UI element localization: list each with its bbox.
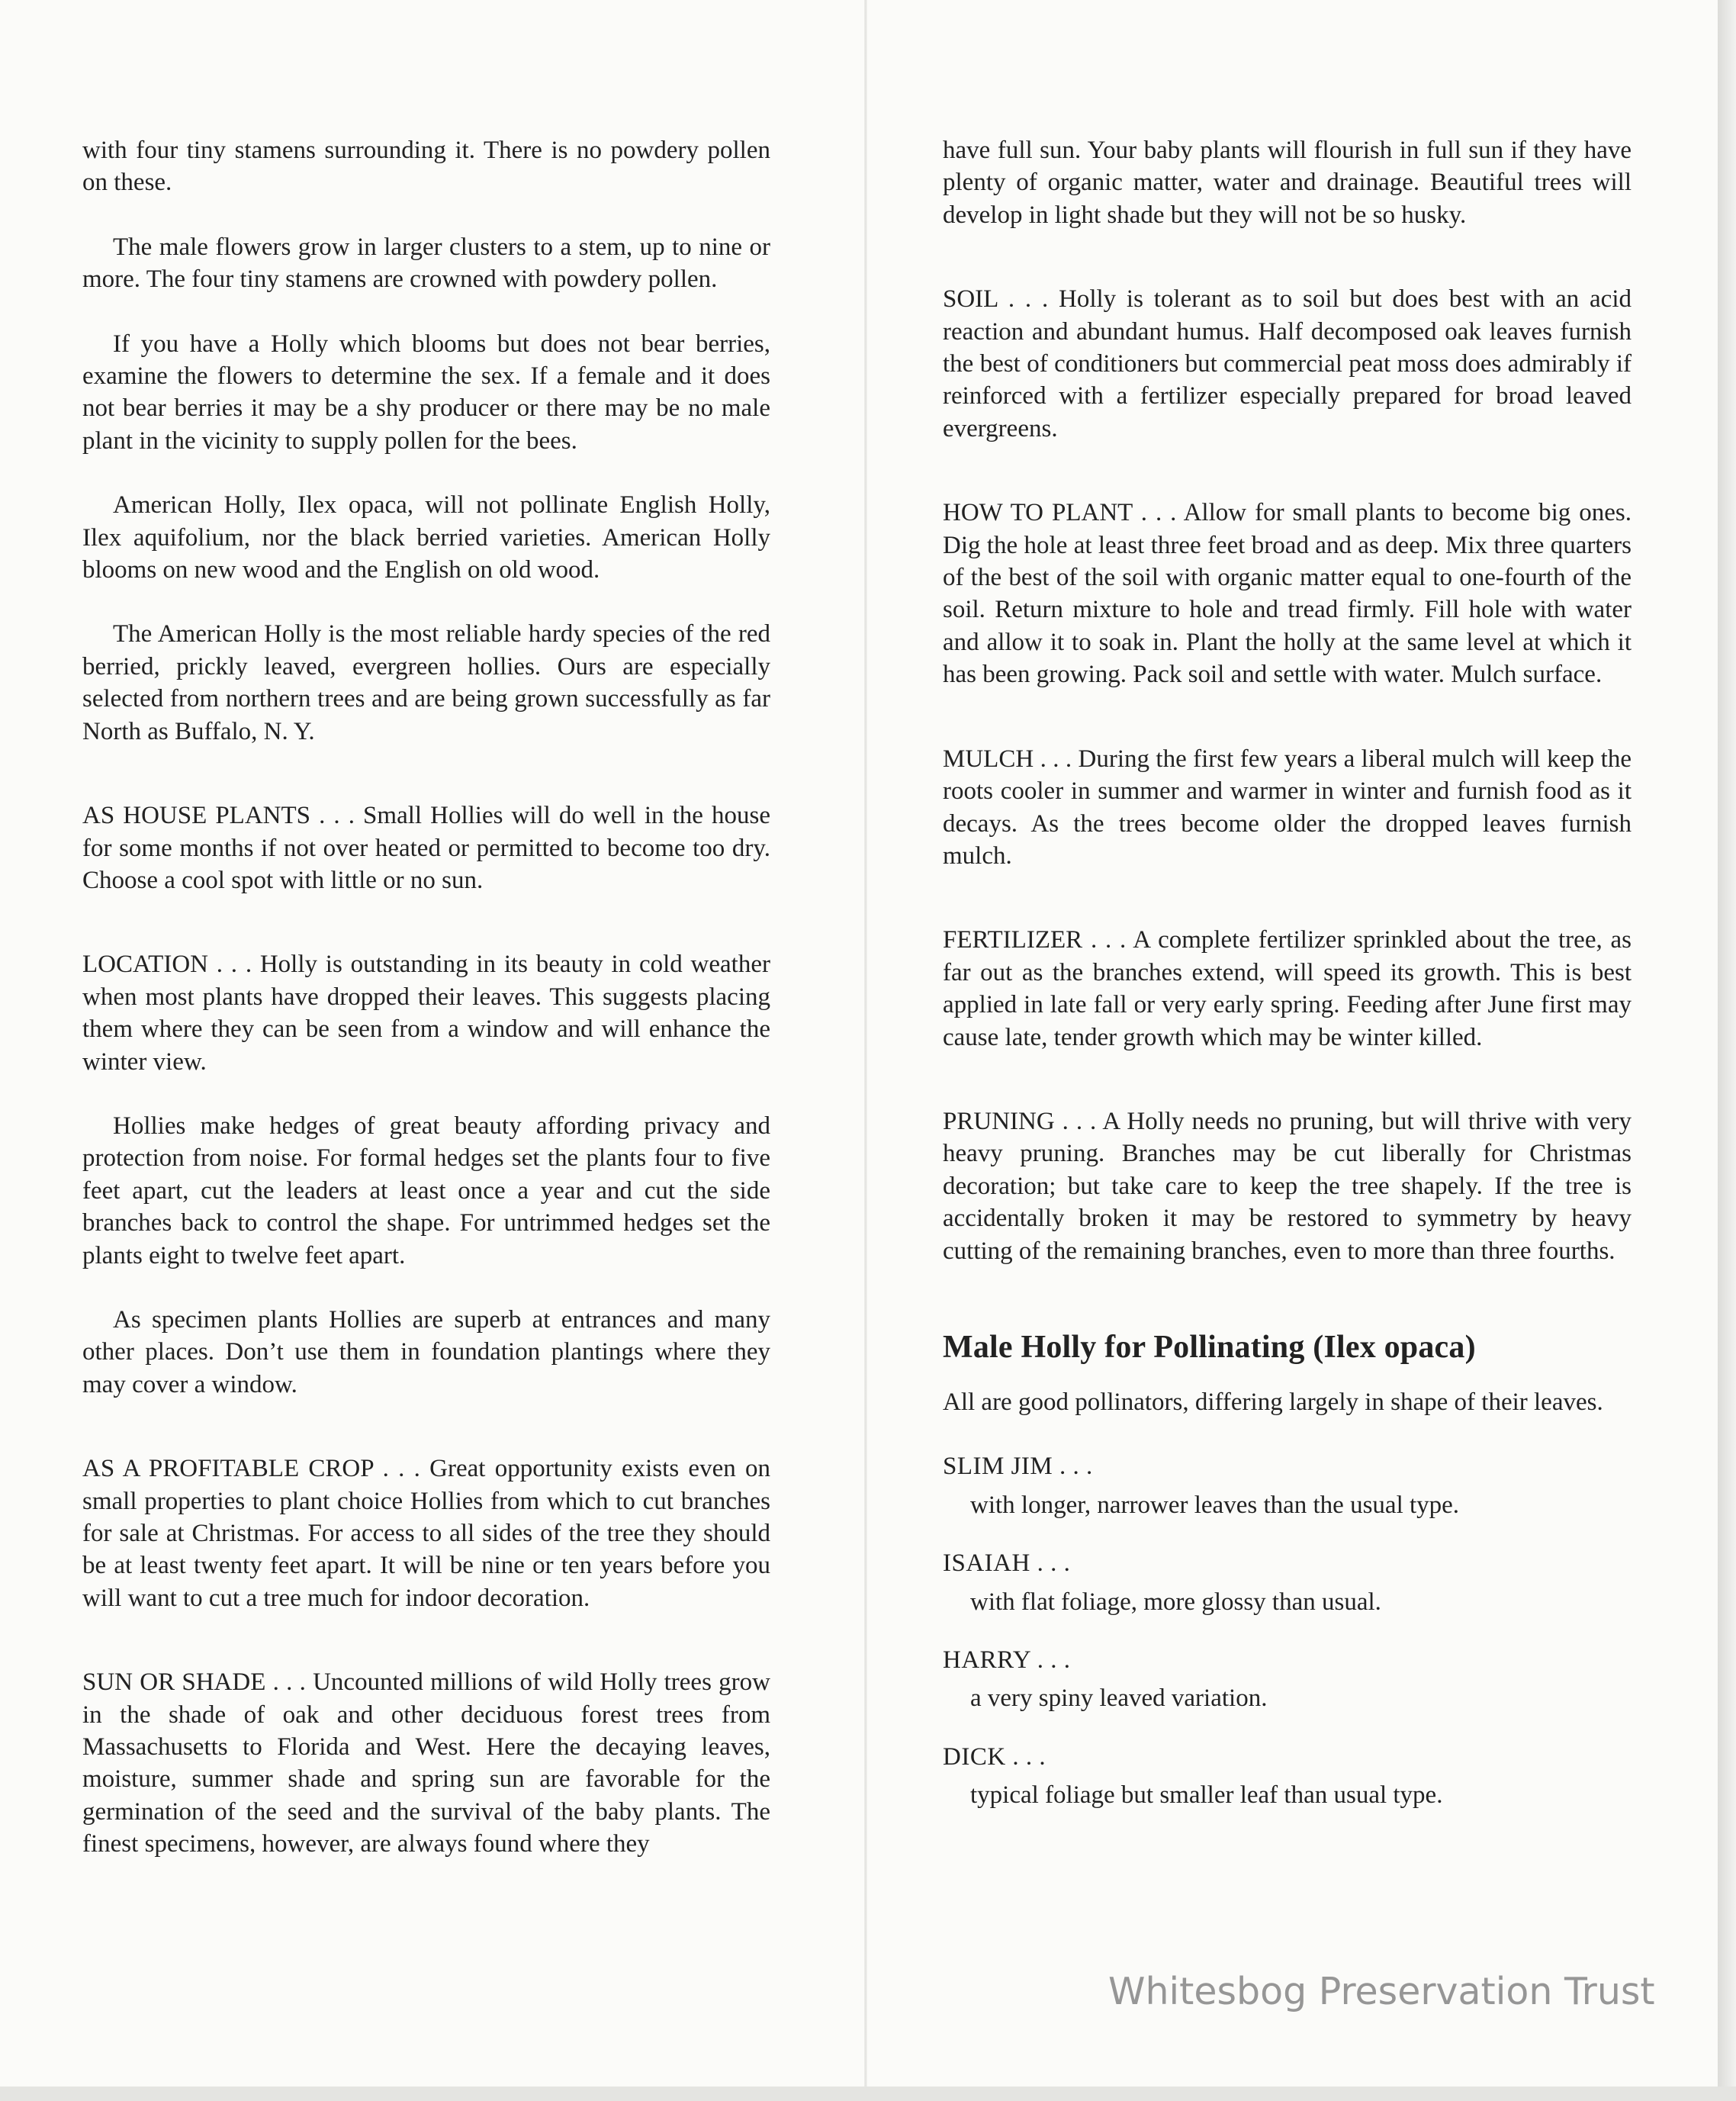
paragraph-american-holly: The American Holly is the most reliable hardy species of the red berried, prickly leaved, evergreen hollies. Ours are especially selected from northern trees and are being grown successfully as far North as Buffalo, N. Y.: [82, 620, 770, 745]
variety-name: SLIM JIM . . .: [943, 1453, 1093, 1481]
paragraph-fertilizer: FERTILIZER . . . A complete fertilizer sprinkled about the tree, as far out as the branches extend, will speed its growth. This is best applied in late fall or very early spring. Feeding after June first may cause late, tender growth which may be winter killed.: [943, 926, 1632, 1051]
section-intro: All are good pollinators, differing largely in shape of their leaves.: [943, 1388, 1603, 1416]
paragraph-soil: SOIL . . . Holly is tolerant as to soil but does best with an acid reaction and abundant humus. Half decomposed oak leaves furnish the best of conditioners but commercial peat moss does admirably if reinforced with a fertilizer especially prepared for broad leaved evergreens.: [943, 285, 1632, 442]
variety-name: ISAIAH . . .: [943, 1549, 1071, 1578]
variety-description: a very spiny leaved variation.: [970, 1684, 1268, 1713]
left-column: [82, 134, 770, 1861]
paragraph-profitable-crop: AS A PROFITABLE CROP . . . Great opportunity exists even on small properties to plant choice Hollies from which to cut branches for sale at Christmas. For access to all sides of the tree they should be at least twenty feet apart. It will be nine or ten years before you will want to cut a tree much for indoor decoration.: [82, 1455, 770, 1612]
variety-description: with flat foliage, more glossy than usual.: [970, 1588, 1381, 1616]
variety-harry: [943, 1644, 1632, 1715]
paragraph-pollination: American Holly, Ilex opaca, will not pollinate English Holly, Ilex aquifolium, nor the black berried varieties. American Holly blooms on new wood and the English on old wood.: [82, 491, 770, 584]
paragraph-sun-or-shade: SUN OR SHADE . . . Uncounted millions of wild Holly trees grow in the shade of oak and other deciduous forest trees from Massachusetts to Florida and West. Here the decaying leaves, moisture, summer shade and spring sun are favorable for the germination of the seed and the survival of the baby plants. The finest specimens, however, are always found where they: [82, 1668, 770, 1858]
right-column: [943, 134, 1632, 1812]
variety-dick: [943, 1741, 1632, 1812]
paragraph-pruning: PRUNING . . . A Holly needs no pruning, but will thrive with very heavy pruning. Branches may be cut liberally for Christmas decoration; but take care to keep the tree shapely. If the tree is accidentally broken it may be restored to symmetry by heavy cutting of the remaining branches, even to more than three fourths.: [943, 1107, 1632, 1265]
paragraph-location: LOCATION . . . Holly is outstanding in its beauty in cold weather when most plants have dropped their leaves. This suggests placing them where they can be seen from a window and will enhance the winter view.: [82, 951, 770, 1076]
paragraph-male-flowers: The male flowers grow in larger clusters to a stem, up to nine or more. The four tiny stamens are crowned with powdery pollen.: [82, 233, 770, 294]
section-heading-male-holly: Male Holly for Pollinating (Ilex opaca): [943, 1329, 1476, 1365]
variety-slim-jim: [943, 1450, 1632, 1521]
paragraph-full-sun: have full sun. Your baby plants will flourish in full sun if they have plenty of organic matter, water and drainage. Beautiful trees will develop in light shade but they will not be so husky.: [943, 137, 1632, 229]
watermark: Whitesbog Preservation Trust: [1108, 1970, 1655, 2013]
paragraph-no-berries: If you have a Holly which blooms but does not bear berries, examine the flowers to determine the sex. If a female and it does not bear berries it may be a shy producer or there may be no male plant in the vicinity to supply pollen for the bees.: [82, 330, 770, 455]
paragraph-mulch: MULCH . . . During the first few years a liberal mulch will keep the roots cooler in summer and warmer in winter and furnish food as it decays. As the trees become older the dropped leaves furnish mulch.: [943, 745, 1632, 870]
paragraph-house-plants: AS HOUSE PLANTS . . . Small Hollies will do well in the house for some months if not over heated or permitted to become too dry. Choose a cool spot with little or no sun.: [82, 802, 770, 894]
page-edge-bottom: [0, 2087, 1736, 2101]
variety-name: HARRY . . .: [943, 1646, 1071, 1674]
paragraph-specimen-plants: As specimen plants Hollies are superb at entrances and many other places. Don’t use them in foundation plantings where they may cover a window.: [82, 1305, 770, 1398]
variety-description: with longer, narrower leaves than the usual type.: [970, 1491, 1460, 1519]
variety-description: typical foliage but smaller leaf than usual type.: [970, 1781, 1443, 1810]
paragraph-how-to-plant: HOW TO PLANT . . . Allow for small plants to become big ones. Dig the hole at least three feet broad and as deep. Mix three quarters of the best of the soil with organic matter equal to one-fourth of the soil. Return mixture to hole and tread firmly. Fill hole with water and allow it to soak in. Plant the holly at the same level at which it has been growing. Pack soil and settle with water. Mulch surface.: [943, 499, 1632, 689]
variety-isaiah: [943, 1547, 1632, 1618]
center-fold: [864, 0, 867, 2087]
paragraph-stamens-female: with four tiny stamens surrounding it. There is no powdery pollen on these.: [82, 137, 770, 197]
variety-name: DICK . . .: [943, 1742, 1046, 1771]
paragraph-hedges: Hollies make hedges of great beauty affording privacy and protection from noise. For formal hedges set the plants four to five feet apart, cut the leaders at least once a year and cut the side branches back to control the shape. For untrimmed hedges set the plants eight to twelve feet apart.: [82, 1112, 770, 1269]
page-edge-right: [1718, 0, 1736, 2101]
